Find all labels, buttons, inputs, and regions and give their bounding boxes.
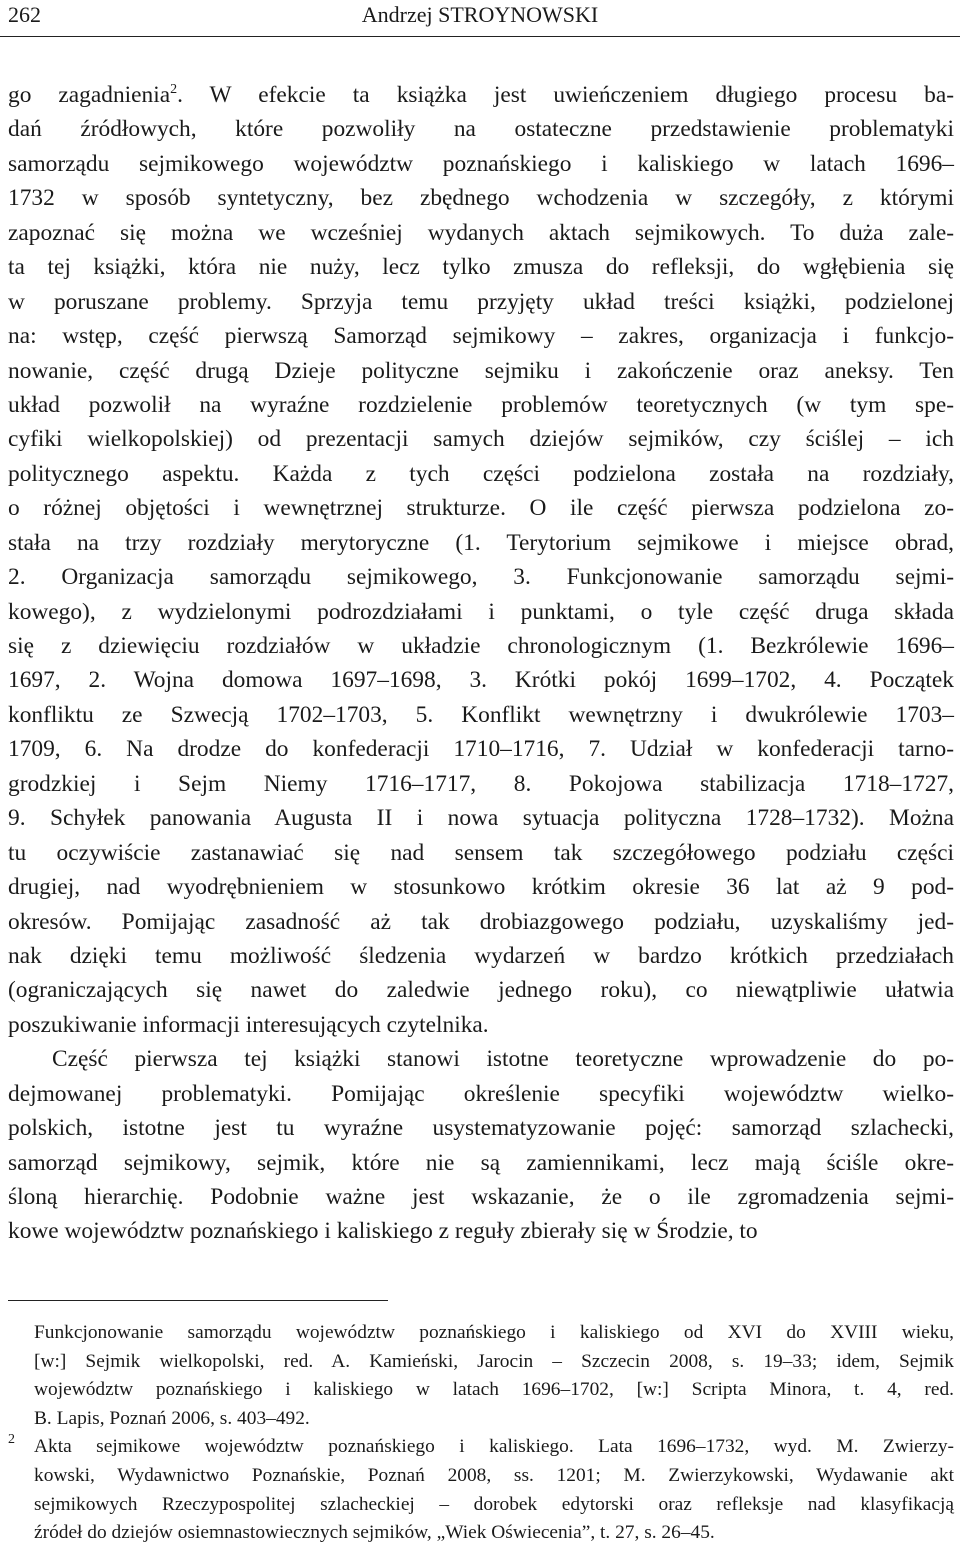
footnote-line: źródeł do dziejów osiemnastowiecznych sejmików, „Wiek Oświecenia”, t. 27, s. 26–45.: [34, 1522, 715, 1544]
body-line: 2. Organizacja samorządu sejmikowego, 3. Funkcjonowanie samorządu sejmi-: [8, 564, 954, 591]
body-line: poszukiwanie informacji interesujących czytelnika.: [8, 1011, 489, 1038]
footnote-2: [8, 1433, 954, 1547]
footnote-2-text: [34, 1433, 954, 1547]
footnote-separator: [8, 1300, 388, 1301]
body-line: kowe województw poznańskiego i kaliskiego z reguły zbierały się w Środzie, to: [8, 1218, 758, 1245]
body-line: stała na trzy rozdziały merytoryczne (1. Terytorium sejmikowe i miejsce obrad,: [8, 529, 954, 556]
body-lines: [8, 112, 954, 1248]
body-line: zapoznać się można we wcześniej wydanych aktach sejmikowych. To duża zale-: [8, 219, 954, 246]
body-line: okresów. Pomijając zasadność aż tak drobiazgowego podziału, uzyskaliśmy jed-: [8, 908, 954, 935]
body-line: politycznego aspektu. Każda z tych części podzielona została na rozdziały,: [8, 460, 954, 487]
body-line: nak dzięki temu możliwość śledzenia wydarzeń w bardzo krótkich przedziałach: [8, 942, 954, 969]
body-line: tu oczywiście zastanawiać się nad sensem tak szczegółowego podziału części: [8, 839, 954, 866]
footnote-line: [w:] Sejmik wielkopolski, red. A. Kamieński, Jarocin – Szczecin 2008, s. 19–33; idem, Sejmik: [34, 1350, 954, 1372]
running-header: [0, 0, 960, 37]
body-line: kowego), z wydzielonymi podrozdziałami i punktami, o tyle część druga składa: [8, 598, 954, 625]
body-line: konfliktu ze Szwecją 1702–1703, 5. Konflikt wewnętrzny i dwukrólewie 1703–: [8, 701, 954, 728]
body-text: [8, 78, 954, 1249]
body-line: Część pierwsza tej książki stanowi istotne teoretyczne wprowadzenie do po-: [52, 1046, 954, 1073]
body-line: dejmowanej problematyki. Pomijając określenie specyfiki województw wielko-: [8, 1080, 954, 1107]
footnote-line: sejmikowych Rzeczypospolitej szlacheckiej – dorobek edytorski oraz refleksje nad klasyfikacją: [34, 1493, 954, 1515]
body-line: ta tej książki, która nie nuży, lecz tylko zmusza do refleksji, do wgłębienia się: [8, 254, 954, 281]
footnote-line: Funkcjonowanie samorządu województw poznańskiego i kaliskiego od XVI do XVIII wieku,: [34, 1322, 954, 1343]
running-head-author: Andrzej STROYNOWSKI: [361, 2, 599, 27]
footnote-1: [8, 1319, 954, 1433]
footnote-2-number: 2: [8, 1432, 15, 1448]
body-line: na: wstęp, część pierwszą Samorząd sejmikowy – zakres, organizacja i funkcjo-: [8, 323, 954, 350]
body-line: układ pozwolił na wyraźne rozdzielenie problemów teoretycznych (w tym spe-: [8, 391, 954, 418]
body-line: samorząd sejmikowy, sejmik, które nie są zamiennikami, lecz mają ściśle okre-: [8, 1149, 954, 1176]
page-number: 262: [8, 2, 41, 27]
footnotes: [8, 1319, 954, 1548]
body-line: nowanie, część drugą Dzieje polityczne sejmiku i zakończenie oraz aneksy. Ten: [8, 357, 954, 384]
body-line: dań źródłowych, które pozwoliły na ostateczne przedstawienie problematyki: [8, 116, 954, 143]
body-line: 1697, 2. Wojna domowa 1697–1698, 3. Krótki pokój 1699–1702, 4. Początek: [8, 667, 954, 694]
footnote-line: Akta sejmikowe województw poznańskiego i kaliskiego. Lata 1696–1732, wyd. M. Zwierzy-: [34, 1436, 954, 1458]
body-line: grodzkiej i Sejm Niemy 1716–1717, 8. Pokojowa stabilizacja 1718–1727,: [8, 770, 954, 797]
body-line: się z dziewięciu rozdziałów w układzie chronologicznym (1. Bezkrólewie 1696–: [8, 633, 954, 659]
footnote-line: kowski, Wydawnictwo Poznańskie, Poznań 2008, ss. 1201; M. Zwierzykowski, Wydawanie akt: [34, 1464, 954, 1486]
footnote-ref: 2: [170, 82, 178, 97]
body-line: 1732 w sposób syntetyczny, bez zbędnego wchodzenia w szczegóły, z którymi: [8, 185, 954, 212]
body-line: drugiej, nad wyodrębnieniem w stosunkowo krótkim okresie 36 lat aż 9 pod-: [8, 874, 954, 901]
body-line: (ograniczających się nawet do zaledwie jednego roku), co niewątpliwie ułatwia: [8, 977, 954, 1004]
footnote-line: B. Lapis, Poznań 2006, s. 403–492.: [34, 1407, 310, 1429]
body-line: o różnej objętości i wewnętrznej strukturze. O ile część pierwsza podzielona zo-: [8, 495, 954, 522]
body-line: 9. Schyłek panowania Augusta II i nowa sytuacja polityczna 1728–1732). Można: [8, 805, 954, 832]
body-line: w poruszane problemy. Sprzyja temu przyjęty układ treści książki, podzielonej: [8, 288, 954, 315]
body-line-first: go zagadnienia$^2$. W efekcie ta książka jest uwieńczeniem długiego procesu ba-: [8, 82, 954, 108]
body-line: śloną hierarchię. Podobnie ważne jest wskazanie, że o ile zgromadzenia sejmi-: [8, 1184, 954, 1210]
body-line: samorządu sejmikowego województw poznańskiego i kaliskiego w latach 1696–: [8, 150, 954, 177]
body-line: polskich, istotne jest tu wyraźne usystematyzowanie pojęć: samorząd szlachecki,: [8, 1115, 954, 1142]
body-line: 1709, 6. Na drodze do konfederacji 1710–1716, 7. Udział w konfederacji tarno-: [8, 736, 954, 763]
footnote-1-text: [34, 1319, 954, 1433]
footnote-line: województw poznańskiego i kaliskiego w latach 1696–1702, [w:] Scripta Minora, t. 4, red.: [34, 1379, 954, 1401]
body-line: cyfiki wielkopolskiej) od prezentacji samych dziejów sejmików, czy ściślej – ich: [8, 426, 954, 453]
